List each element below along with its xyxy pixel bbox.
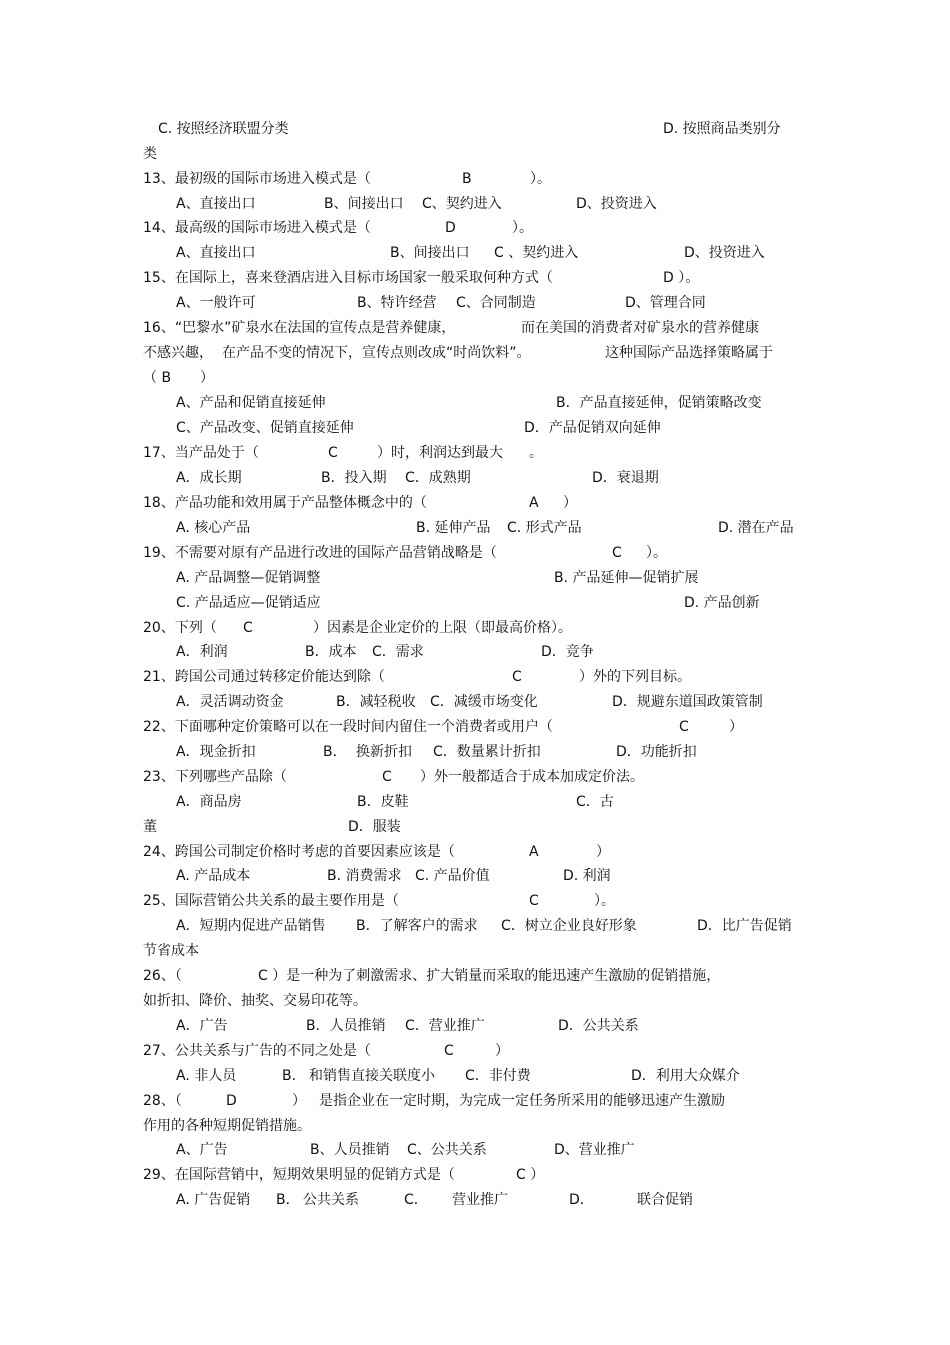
text-line-44-seg-1: A. 广告促销 xyxy=(176,1192,251,1208)
text-line-17-seg-3: C. 形式产品 xyxy=(507,520,582,536)
text-line-22-seg-1: A．利润 xyxy=(176,644,228,660)
text-line-39-seg-3: 和销售直接关联度小 xyxy=(309,1068,435,1084)
text-line-44-seg-6: D． xyxy=(569,1192,594,1208)
text-line-1-seg-1: C. 按照经济联盟分类 xyxy=(158,121,289,137)
text-line-15-seg-2: B．投入期 xyxy=(321,470,387,486)
text-line-43-seg-2: C ） xyxy=(516,1167,545,1183)
text-line-16-seg-2: A xyxy=(529,495,539,511)
text-line-11-seg-2: ） xyxy=(200,370,214,386)
text-line-3-seg-2: B xyxy=(462,171,472,187)
text-line-26-seg-1: A．现金折扣 xyxy=(176,744,256,760)
text-line-14-seg-3: ）时，利润达到最大 xyxy=(377,445,503,461)
text-line-42-seg-1: A、广告 xyxy=(176,1142,228,1158)
text-line-14-seg-1: 17、当产品处于（ xyxy=(143,445,259,461)
text-line-6-seg-2: B、间接出口 xyxy=(390,245,470,261)
text-line-44-seg-2: B． xyxy=(276,1192,300,1208)
text-line-6-seg-4: D、投资进入 xyxy=(684,245,765,261)
text-line-27-seg-2: C xyxy=(382,769,392,785)
text-line-40-seg-1: 28、（ xyxy=(143,1093,182,1109)
text-line-31-seg-2: B. 消费需求 xyxy=(327,868,402,884)
text-line-44-seg-3: 公共关系 xyxy=(303,1192,359,1208)
text-line-40-seg-3: ） xyxy=(292,1093,306,1109)
text-line-24-seg-4: D．规避东道国政策管制 xyxy=(612,694,763,710)
text-line-27-seg-3: ）外一般都适合于成本加成定价法。 xyxy=(420,769,644,785)
text-line-3-seg-3: ）。 xyxy=(530,171,551,187)
text-line-7-seg-2: D ）。 xyxy=(663,270,700,286)
text-line-10-seg-3: 宣传点则改成“时尚饮料”。 xyxy=(362,345,531,361)
text-line-8-seg-2: B、特许经营 xyxy=(357,295,437,311)
text-line-32-seg-1: 25、国际营销公共关系的最主要作用是（ xyxy=(143,893,399,909)
text-line-38-seg-1: 27、公共关系与广告的不同之处是（ xyxy=(143,1043,371,1059)
text-line-20-seg-2: D. 产品创新 xyxy=(684,595,760,611)
text-line-26-seg-4: C．数量累计折扣 xyxy=(433,744,541,760)
text-line-39-seg-4: C．非付费 xyxy=(465,1068,531,1084)
text-line-17-seg-2: B. 延伸产品 xyxy=(416,520,491,536)
text-line-17-seg-1: A. 核心产品 xyxy=(176,520,251,536)
text-line-28-seg-2: B．皮鞋 xyxy=(357,794,409,810)
text-line-44-seg-7: 联合促销 xyxy=(637,1192,693,1208)
text-line-37-seg-3: C．营业推广 xyxy=(405,1018,485,1034)
text-line-5-seg-1: 14、最高级的国际市场进入模式是（ xyxy=(143,220,371,236)
text-line-30-seg-1: 24、跨国公司制定价格时考虑的首要因素应该是（ xyxy=(143,844,455,860)
text-line-13-seg-1: C、产品改变、促销直接延伸 xyxy=(176,420,354,436)
text-line-23-seg-1: 21、跨国公司通过转移定价能达到除（ xyxy=(143,669,385,685)
text-line-30-seg-2: A xyxy=(529,844,539,860)
text-line-44-seg-5: 营业推广 xyxy=(452,1192,508,1208)
text-line-25-seg-2: C xyxy=(679,719,689,735)
text-line-19-seg-1: A. 产品调整—促销调整 xyxy=(176,570,321,586)
text-line-1-seg-2: D. 按照商品类别分 xyxy=(663,121,781,137)
text-line-14-seg-2: C xyxy=(328,445,338,461)
text-line-10-seg-1: 不感兴趣， xyxy=(143,345,213,361)
text-line-42-seg-4: D、营业推广 xyxy=(554,1142,635,1158)
text-line-31-seg-3: C. 产品价值 xyxy=(415,868,490,884)
text-line-32-seg-3: ）。 xyxy=(594,893,615,909)
text-line-4-seg-2: B、间接出口 xyxy=(324,196,404,212)
text-line-15-seg-4: D．衰退期 xyxy=(592,470,659,486)
text-line-24-seg-1: A．灵活调动资金 xyxy=(176,694,284,710)
text-line-26-seg-3: 换新折扣 xyxy=(356,744,412,760)
text-line-18-seg-3: ）。 xyxy=(646,545,667,561)
text-line-15-seg-1: A．成长期 xyxy=(176,470,242,486)
text-line-33-seg-4: D．比广告促销 xyxy=(697,918,792,934)
text-line-19-seg-2: B. 产品延伸—促销扩展 xyxy=(554,570,699,586)
text-line-40-seg-2: D xyxy=(226,1093,237,1109)
text-line-5-seg-3: ）。 xyxy=(512,220,533,236)
text-line-39-seg-1: A. 非人员 xyxy=(176,1068,237,1084)
text-line-21-seg-1: 20、下列（ xyxy=(143,620,217,636)
text-line-33-seg-1: A．短期内促进产品销售 xyxy=(176,918,326,934)
text-line-29-seg-1: 董 xyxy=(143,819,157,835)
text-line-28-seg-3: C．古 xyxy=(576,794,614,810)
text-line-37-seg-1: A．广告 xyxy=(176,1018,228,1034)
text-line-23-seg-3: ）外的下列目标。 xyxy=(579,669,691,685)
text-line-26-seg-5: D．功能折扣 xyxy=(616,744,697,760)
text-line-37-seg-2: B．人员推销 xyxy=(306,1018,386,1034)
text-line-4-seg-4: D、投资进入 xyxy=(576,196,657,212)
text-line-16-seg-3: ） xyxy=(563,495,577,511)
text-line-17-seg-4: D. 潜在产品 xyxy=(718,520,794,536)
text-line-16-seg-1: 18、产品功能和效用属于产品整体概念中的（ xyxy=(143,495,427,511)
text-line-21-seg-3: ）因素是企业定价的上限（即最高价格）。 xyxy=(313,620,572,636)
text-line-22-seg-2: B．成本 xyxy=(305,644,357,660)
text-line-38-seg-2: C xyxy=(444,1043,454,1059)
text-line-7-seg-1: 15、在国际上，喜来登酒店进入目标市场国家一般采取何种方式（ xyxy=(143,270,553,286)
text-line-8-seg-4: D、管理合同 xyxy=(625,295,706,311)
text-line-34-seg-1: 节省成本 xyxy=(143,943,199,959)
text-line-26-seg-2: B． xyxy=(323,744,347,760)
text-line-9-seg-2: 而在美国的消费者对矿泉水的营养健康 xyxy=(521,320,759,336)
text-line-2-seg-1: 类 xyxy=(143,146,157,162)
text-line-39-seg-2: B． xyxy=(282,1068,306,1084)
text-line-10-seg-4: 这种国际产品选择策略属于 xyxy=(605,345,773,361)
text-line-32-seg-2: C xyxy=(529,893,539,909)
text-line-6-seg-3: C 、契约进入 xyxy=(494,245,579,261)
text-line-35-seg-1: 26、（ xyxy=(143,968,182,984)
text-line-37-seg-4: D．公共关系 xyxy=(558,1018,639,1034)
text-line-6-seg-1: A、直接出口 xyxy=(176,245,256,261)
text-line-42-seg-3: C、公共关系 xyxy=(407,1142,487,1158)
text-line-35-seg-2: C ）是一种为了刺激需求、扩大销量而采取的能迅速产生激励的促销措施， xyxy=(258,968,721,984)
text-line-11-seg-1: （ B xyxy=(143,370,172,386)
text-line-8-seg-1: A、一般许可 xyxy=(176,295,256,311)
text-line-41-seg-1: 作用的各种短期促销措施。 xyxy=(143,1118,311,1134)
text-line-44-seg-4: C． xyxy=(404,1192,428,1208)
text-line-31-seg-1: A. 产品成本 xyxy=(176,868,251,884)
text-line-29-seg-2: D．服装 xyxy=(348,819,401,835)
text-line-24-seg-2: B．减轻税收 xyxy=(336,694,416,710)
text-line-22-seg-3: C．需求 xyxy=(372,644,424,660)
text-line-18-seg-2: C xyxy=(612,545,622,561)
text-line-40-seg-4: 是指企业在一定时期，为完成一定任务所采用的能够迅速产生激励 xyxy=(319,1093,725,1109)
text-line-31-seg-4: D. 利润 xyxy=(563,868,611,884)
text-line-14-seg-4: 。 xyxy=(529,445,543,461)
text-line-42-seg-2: B、人员推销 xyxy=(310,1142,390,1158)
text-line-22-seg-4: D．竞争 xyxy=(541,644,594,660)
text-line-5-seg-2: D xyxy=(445,220,456,236)
text-line-21-seg-2: C xyxy=(243,620,253,636)
text-line-27-seg-1: 23、下列哪些产品除（ xyxy=(143,769,287,785)
text-line-20-seg-1: C. 产品适应—促销适应 xyxy=(176,595,321,611)
text-line-25-seg-3: ） xyxy=(729,719,743,735)
text-line-12-seg-2: B．产品直接延伸，促销策略改变 xyxy=(556,395,762,411)
text-line-18-seg-1: 19、不需要对原有产品进行改进的国际产品营销战略是（ xyxy=(143,545,497,561)
text-line-33-seg-2: B．了解客户的需求 xyxy=(356,918,478,934)
text-line-4-seg-1: A、直接出口 xyxy=(176,196,256,212)
text-line-43-seg-1: 29、在国际营销中，短期效果明显的促销方式是（ xyxy=(143,1167,455,1183)
text-line-36-seg-1: 如折扣、降价、抽奖、交易印花等。 xyxy=(143,993,367,1009)
text-line-15-seg-3: C．成熟期 xyxy=(405,470,471,486)
text-line-24-seg-3: C．减缓市场变化 xyxy=(430,694,538,710)
text-line-12-seg-1: A、产品和促销直接延伸 xyxy=(176,395,326,411)
text-line-39-seg-5: D．利用大众媒介 xyxy=(631,1068,740,1084)
text-line-4-seg-3: C、契约进入 xyxy=(422,196,502,212)
text-line-3-seg-1: 13、最初级的国际市场进入模式是（ xyxy=(143,171,371,187)
text-line-9-seg-1: 16、“巴黎水”矿泉水在法国的宣传点是营养健康， xyxy=(143,320,456,336)
text-line-33-seg-3: C．树立企业良好形象 xyxy=(501,918,637,934)
text-line-13-seg-2: D．产品促销双向延伸 xyxy=(524,420,661,436)
text-line-28-seg-1: A．商品房 xyxy=(176,794,242,810)
text-line-30-seg-3: ） xyxy=(596,844,610,860)
text-line-10-seg-2: 在产品不变的情况下， xyxy=(222,345,362,361)
text-line-25-seg-1: 22、下面哪种定价策略可以在一段时间内留住一个消费者或用户（ xyxy=(143,719,553,735)
text-line-38-seg-3: ） xyxy=(495,1043,509,1059)
text-line-23-seg-2: C xyxy=(512,669,522,685)
text-line-8-seg-3: C、合同制造 xyxy=(456,295,536,311)
